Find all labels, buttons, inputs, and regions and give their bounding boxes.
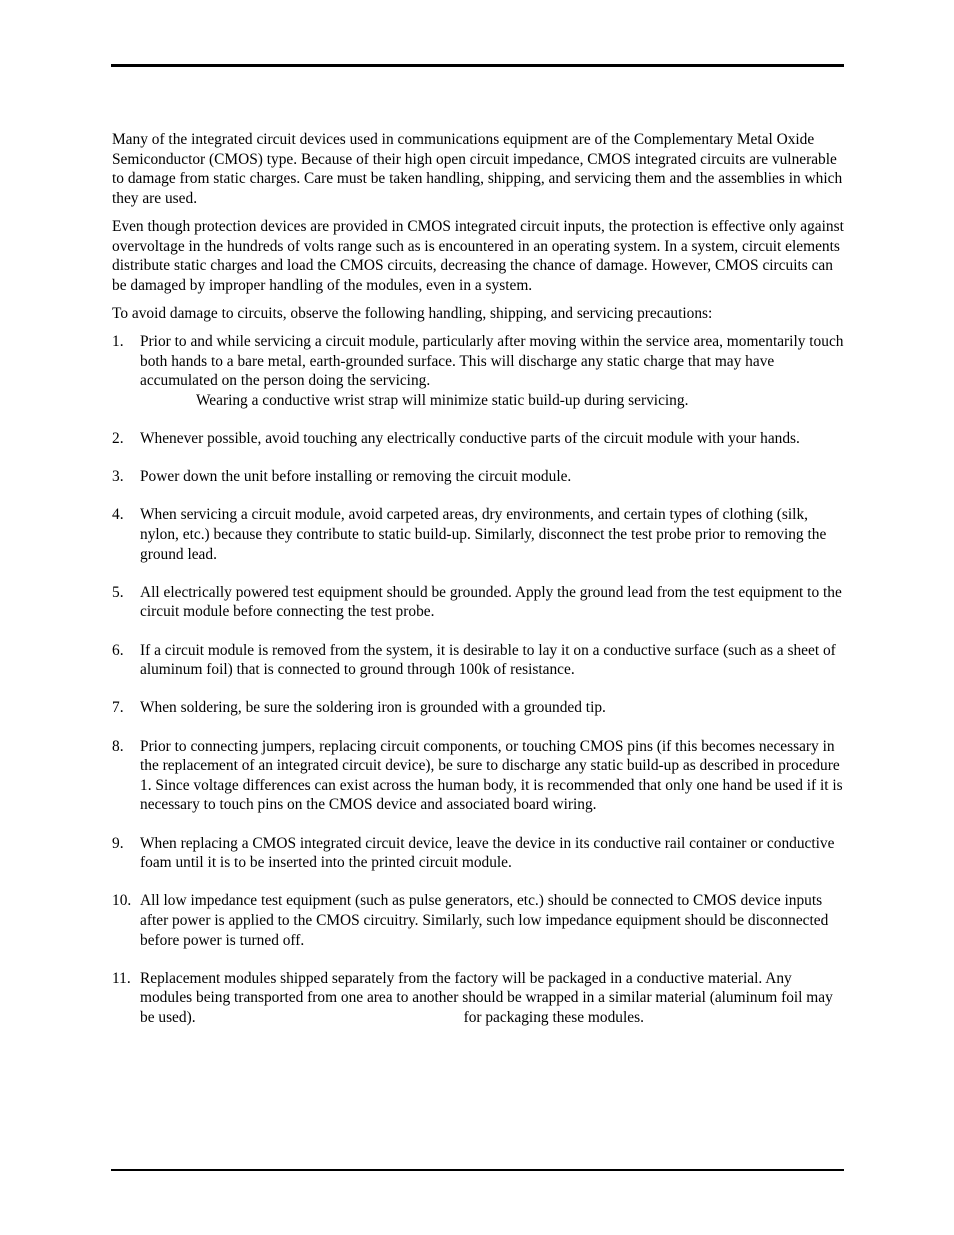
item-number: 11. (112, 969, 131, 987)
item-number: 8. (112, 737, 124, 755)
item-text: Prior to and while servicing a circuit module, particularly after moving within the service area, momentarily touch both hands to a bare metal, earth-grounded surface. This will discharge any static charge that may have accumulated on the person doing the servicing. (140, 333, 844, 390)
item-number: 10. (112, 892, 132, 910)
item-number: 4. (112, 506, 124, 524)
list-item (112, 969, 845, 1028)
list-item (112, 467, 845, 487)
item-note: Wearing a conductive wrist strap will minimize static build-up during servicing. (196, 391, 689, 409)
list-item (112, 429, 845, 449)
intro-paragraph: Many of the integrated circuit devices used in communications equipment are of the Complementary Metal Oxide Semiconductor (CMOS) type. Because of their high open circuit impedance, CMOS integrated circuits are vulnerable to damage from static charges. Care must be taken handling, shipping, and servicing them and the assemblies in which they are used. (112, 131, 843, 207)
item-text: When soldering, be sure the soldering iron is grounded with a grounded tip. (140, 699, 606, 717)
item-number: 7. (112, 699, 124, 717)
item-number: 1. (112, 333, 124, 351)
header-rule (111, 64, 844, 67)
item-text: When replacing a CMOS integrated circuit device, leave the device in its conductive rail container or conductive foam until it is to be inserted into the printed circuit module. (140, 834, 835, 872)
item-text: All low impedance test equipment (such as pulse generators, etc.) should be connected to CMOS device inputs after power is applied to the CMOS circuitry. Similarly, such low impedance equipment should be disconnected before power is turned off. (140, 892, 829, 949)
intro-paragraph: To avoid damage to circuits, observe the following handling, shipping, and servicing precautions: (112, 304, 713, 322)
item-text: When servicing a circuit module, avoid carpeted areas, dry environments, and certain types of clothing (silk, nylon, etc.) because they contribute to static build-up. Similarly, disconnect the test probe prior to removing the ground lead. (140, 506, 827, 563)
list-item (112, 737, 845, 815)
item-number: 9. (112, 834, 124, 852)
item-text-tail: for packaging these modules. (463, 1008, 644, 1026)
item-text: Replacement modules shipped separately from the factory will be packaged in a conductive material. Any modules being transported from one area to another should be wrapped in a similar material (aluminum foil may be used). (140, 969, 833, 1026)
intro-paragraph: Even though protection devices are provided in CMOS integrated circuit inputs, the protection is effective only against overvoltage in the hundreds of volts range such as is encountered in an operating system. In a system, circuit elements distribute static charges and load the CMOS circuits, decreasing the chance of damage. However, CMOS circuits can be damaged by improper handling of the modules, even in a system. (112, 217, 844, 294)
item-text: All electrically powered test equipment should be grounded. Apply the ground lead from the test equipment to the circuit module before connecting the test probe. (140, 583, 842, 621)
list-item (112, 834, 845, 873)
item-text: If a circuit module is removed from the system, it is desirable to lay it on a conductive surface (such as a sheet of aluminum foil) that is connected to ground through 100k of resistance. (140, 641, 836, 679)
precautions-list (112, 332, 845, 1027)
list-item (112, 698, 845, 718)
list-item (112, 891, 845, 950)
footer-rule (111, 1169, 844, 1171)
list-item (112, 583, 845, 622)
item-number: 5. (112, 583, 124, 601)
list-item (112, 505, 845, 564)
item-number: 3. (112, 468, 124, 486)
document-body (112, 130, 845, 1046)
list-item (112, 641, 845, 680)
item-number: 6. (112, 641, 124, 659)
item-text: Prior to connecting jumpers, replacing circuit components, or touching CMOS pins (if this becomes necessary in the replacement of an integrated circuit device), be sure to discharge any static build-up as described in procedure 1. Since voltage differences can exist across the human body, it is recommended that only one hand be used if it is necessary to touch pins on the CMOS device and associated board wiring. (140, 737, 843, 814)
item-text: Power down the unit before installing or removing the circuit module. (140, 468, 572, 486)
item-number: 2. (112, 430, 124, 448)
list-item (112, 332, 845, 410)
item-text: Whenever possible, avoid touching any electrically conductive parts of the circuit module with your hands. (140, 430, 800, 448)
